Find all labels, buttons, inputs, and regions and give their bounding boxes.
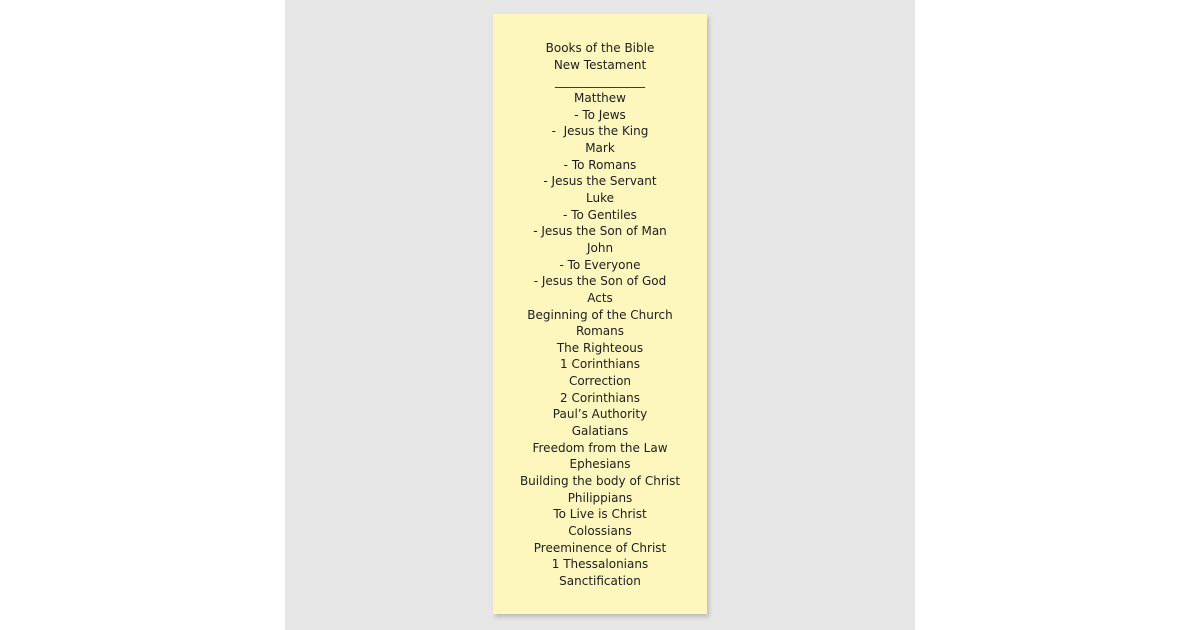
bookmark-line: Mark <box>585 140 615 155</box>
bookmark-line: New Testament <box>553 57 647 72</box>
bookmark-line: Beginning of the Church <box>527 307 673 322</box>
bookmark-line: 2 Corinthians <box>560 390 640 405</box>
bookmark-line: Galatians <box>571 424 629 439</box>
bookmark-line: Preeminence of Christ <box>533 540 667 555</box>
bookmark-line: To Live is Christ <box>553 507 647 522</box>
bookmark-line: John <box>586 240 614 255</box>
bookmark-line: Matthew <box>574 90 626 105</box>
bookmark-line: 1 Corinthians <box>560 357 640 372</box>
bookmark-line: - Jesus the Servant <box>543 174 657 189</box>
bookmark <box>493 14 707 614</box>
bookmark-line: Correction <box>568 374 632 389</box>
bookmark-line: _______________ <box>555 74 645 89</box>
bookmark-line: - Jesus the King <box>551 124 649 139</box>
product-preview-backdrop <box>285 0 915 630</box>
bookmark-line: Freedom from the Law <box>532 440 668 455</box>
bookmark-line: Acts <box>587 290 613 305</box>
bookmark-line: - To Everyone <box>559 257 641 272</box>
bookmark-line: 1 Thessalonians <box>551 557 649 572</box>
bookmark-line: Paul’s Authority <box>552 407 648 422</box>
bookmark-line: Books of the Bible <box>545 41 655 55</box>
bookmark-line: Colossians <box>568 524 632 539</box>
bookmark-line: - To Romans <box>563 157 637 172</box>
bookmark-line: - To Jews <box>574 107 626 122</box>
bookmark-line: The Righteous <box>556 340 644 355</box>
bookmark-line: Philippians <box>567 490 633 505</box>
bookmark-line: Building the body of Christ <box>519 474 681 489</box>
bookmark-line: Luke <box>586 190 614 205</box>
bookmark-line: - Jesus the Son of God <box>533 274 667 289</box>
bookmark-line: Ephesians <box>569 457 631 472</box>
bookmark-line: Sanctification <box>559 574 641 588</box>
bookmark-line: - Jesus the Son of Man <box>533 224 667 239</box>
bookmark-text <box>493 40 707 590</box>
bookmark-line: - To Gentiles <box>563 207 637 222</box>
bookmark-line: Romans <box>575 324 625 339</box>
